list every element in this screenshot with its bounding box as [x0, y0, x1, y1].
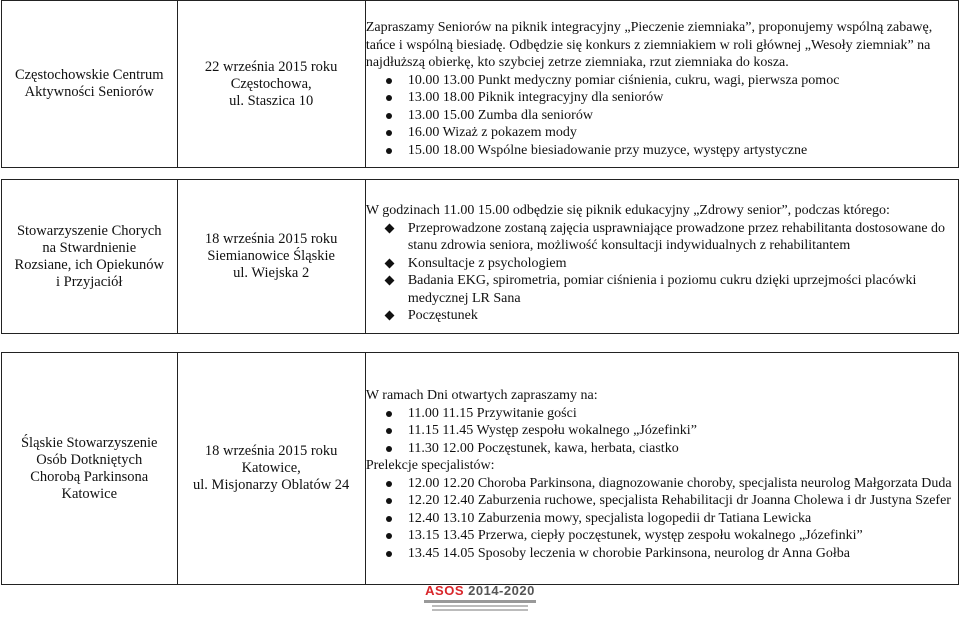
program-item: Poczęstunek [408, 307, 958, 325]
event-date: 18 września 2015 roku [204, 231, 338, 247]
organization-cell [2, 353, 178, 585]
events-table [1, 0, 959, 585]
organization-name-line: na Stwardnienie [42, 239, 137, 256]
lecture-item: 12.20 12.40 Zaburzenia ruchowe, specjalista Rehabilitacji dr Joanna Cholewa i dr Justyna Szefer [408, 492, 958, 510]
lectures-list [366, 475, 958, 563]
lecture-item: 13.45 14.05 Sposoby leczenia w chorobie Parkinsona, neurolog dr Anna Gołba [408, 545, 958, 563]
program-item: 13.00 18.00 Piknik integracyjny dla seniorów [408, 89, 958, 107]
program-item: 16.00 Wizaż z pokazem mody [408, 124, 958, 142]
organization-name-line: Katowice [61, 485, 118, 502]
event-row-2 [2, 180, 959, 334]
logo-caption-line [432, 605, 528, 607]
program-item: 13.00 15.00 Zumba dla seniorów [408, 107, 958, 125]
organization-cell [2, 1, 178, 168]
logo-wordmark [418, 583, 542, 598]
program-cell [365, 1, 958, 168]
program-list [366, 220, 958, 325]
row-spacer [2, 168, 959, 180]
organization-name-line: Częstochowskie Centrum [14, 67, 164, 83]
logo-caption-line [424, 600, 536, 603]
date-place-cell [177, 353, 365, 585]
program-cell [365, 353, 958, 585]
program-item: 11.30 12.00 Poczęstunek, kawa, herbata, ciastko [408, 440, 958, 458]
organization-name-line: Rozsiane, ich Opiekunów [14, 256, 164, 273]
lecture-item: 13.15 13.45 Przerwa, ciepły poczęstunek, występ zespołu wokalnego „Józefinki” [408, 527, 958, 545]
program-item: 11.15 11.45 Występ zespołu wokalnego „Józefinki” [408, 422, 958, 440]
program-item: 10.00 13.00 Punkt medyczny pomiar ciśnienia, cukru, wagi, pierwsza pomoc [408, 72, 958, 90]
program-cell [365, 180, 958, 334]
event-date: 18 września 2015 roku [204, 443, 338, 459]
lecture-item: 12.00 12.20 Choroba Parkinsona, diagnozowanie choroby, specjalista neurolog Małgorzata Duda [408, 475, 958, 493]
program-item: 15.00 18.00 Wspólne biesiadowanie przy muzyce, występy artystyczne [408, 142, 958, 160]
organization-name-line: Aktywności Seniorów [24, 84, 154, 100]
organization-name-line: i Przyjaciół [56, 273, 123, 290]
program-intro: W ramach Dni otwartych zapraszamy na: [365, 388, 598, 403]
row-spacer [2, 334, 959, 353]
logo-caption-line [432, 609, 528, 611]
event-row-3 [2, 353, 959, 585]
event-city: Częstochowa, [230, 75, 312, 92]
program-intro: Zapraszamy Seniorów na piknik integracyjny „Pieczenie ziemniaka”, proponujemy wspólną zabawę, tańce i wspólną biesiadę. Odbędzie się konkurs z ziemniakiem w roli głównej „Wesoły ziemniak” na najdłuższą obierkę, kto szybciej zetrze ziemniaka, rzut ziemniaka do kosza. [365, 20, 933, 70]
lectures-heading: Prelekcje specjalistów: [365, 458, 495, 473]
event-row-1 [2, 1, 959, 168]
program-item: Konsultacje z psychologiem [408, 255, 958, 273]
program-item: Przeprowadzone zostaną zajęcia usprawniające prowadzone przez rehabilitanta dostosowane do stanu zdrowia seniora, możliwość konsultacji indywidualnych z rehabilitantem [408, 220, 958, 255]
organization-name-line: Osób Dotkniętych [36, 451, 143, 468]
event-address: ul. Staszica 10 [229, 92, 314, 109]
asos-logo [418, 583, 542, 613]
program-list [366, 405, 958, 458]
program-intro: W godzinach 11.00 15.00 odbędzie się piknik edukacyjny „Zdrowy senior”, podczas którego: [365, 203, 890, 219]
event-address: ul. Misjonarzy Oblatów 24 [193, 477, 350, 493]
lecture-item: 12.40 13.10 Zaburzenia mowy, specjalista logopedii dr Tatiana Lewicka [408, 510, 958, 528]
date-place-cell [177, 180, 365, 334]
logo-brand: ASOS [425, 583, 465, 598]
event-address: ul. Wiejska 2 [233, 265, 310, 281]
logo-years: 2014-2020 [468, 583, 535, 598]
organization-name-line: Chorobą Parkinsona [30, 468, 149, 485]
event-date: 22 września 2015 roku [204, 58, 338, 75]
event-city: Katowice, [241, 460, 301, 476]
organization-cell [2, 180, 178, 334]
organization-name-line: Śląskie Stowarzyszenie [20, 434, 158, 451]
program-list [366, 72, 958, 160]
event-city: Siemianowice Śląskie [207, 248, 335, 264]
date-place-cell [177, 1, 365, 168]
organization-name-line: Stowarzyszenie Chorych [16, 222, 162, 239]
program-item: Badania EKG, spirometria, pomiar ciśnienia i poziomu cukru dzięki uprzejmości placówki medycznej LR Sana [408, 272, 958, 307]
program-item: 11.00 11.15 Przywitanie gości [408, 405, 958, 423]
